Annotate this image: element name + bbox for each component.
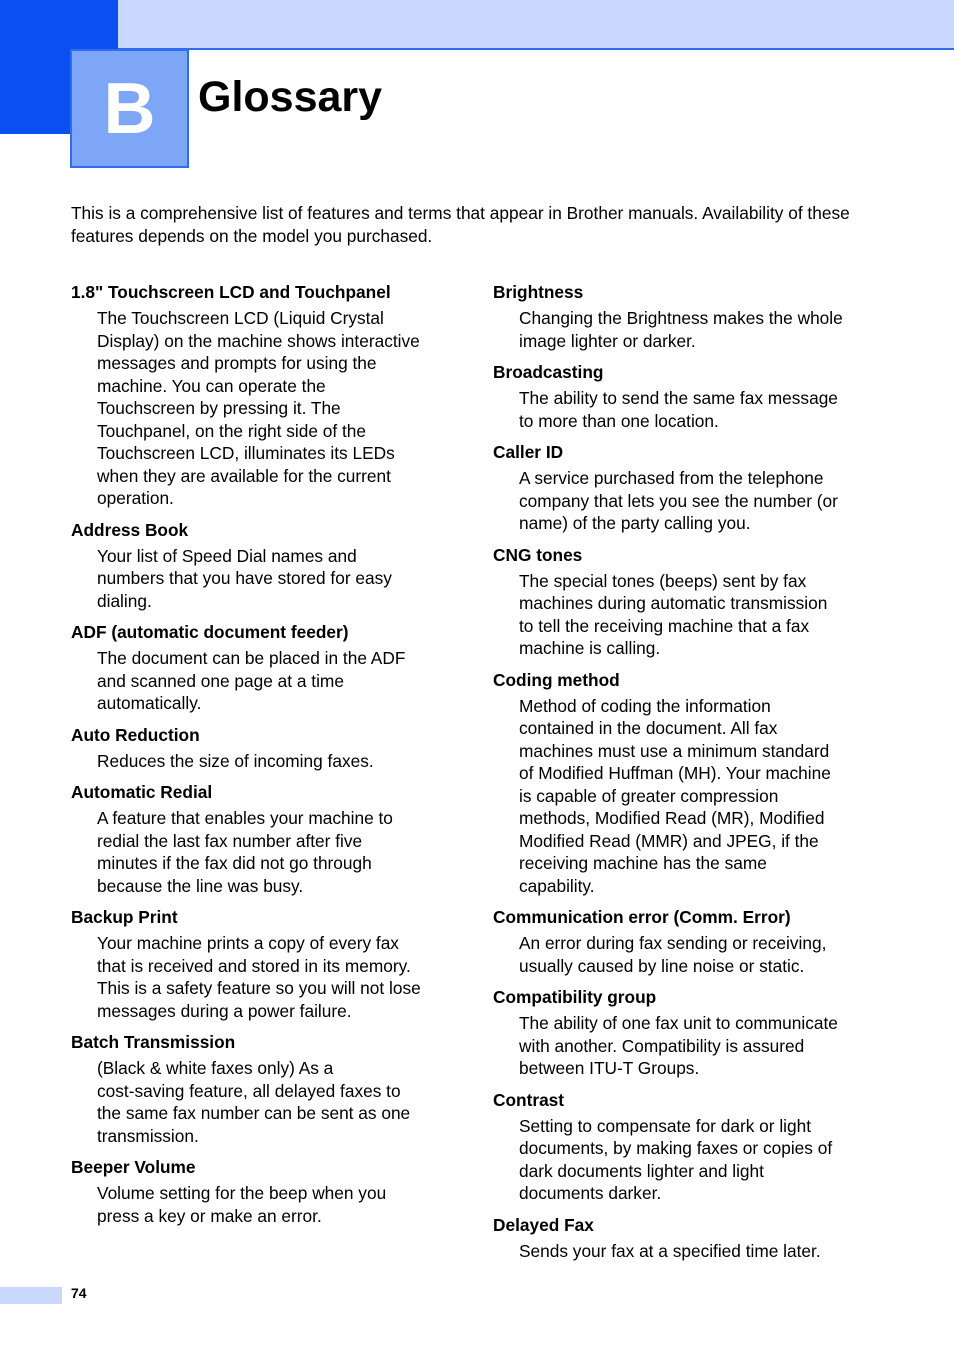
glossary-definition: The special tones (beeps) sent by fax machines during automatic transmission to tell the receiving machine that a fax machine is calling. <box>519 570 828 658</box>
glossary-entry <box>493 281 873 352</box>
glossary-definition: An error during fax sending or receiving, usually caused by line noise or static. <box>519 933 827 976</box>
glossary-entry <box>71 1031 451 1147</box>
glossary-term: Contrast <box>493 1089 565 1110</box>
glossary-term: Caller ID <box>493 442 564 462</box>
page-number: 74 <box>71 1285 87 1301</box>
glossary-entry <box>493 669 873 898</box>
glossary-term: Beeper Volume <box>71 1157 196 1177</box>
glossary-term: Backup Print <box>71 907 178 927</box>
glossary-entry <box>493 361 873 432</box>
glossary-entry <box>71 724 451 773</box>
glossary-entry <box>71 906 451 1022</box>
glossary-definition: Method of coding the information contained in the document. All fax machines must use a minimum standard of Modified Huffman (MH). Your machine is capable of greater compression methods, Modified Read (MR), Modified Modified Read (MMR) and JPEG, if the receiving machine has the same capability. <box>519 695 831 896</box>
appendix-letter: B <box>103 68 156 149</box>
glossary-term: CNG tones <box>493 544 583 565</box>
glossary-definition: Volume setting for the beep when you press a key or make an error. <box>97 1183 387 1226</box>
glossary-entry <box>71 519 451 613</box>
glossary-right-column <box>493 281 873 1271</box>
glossary-term: Coding method <box>493 669 620 690</box>
glossary-term: Brightness <box>493 282 584 302</box>
glossary-entry <box>493 1214 873 1263</box>
glossary-definition: Your machine prints a copy of every fax that is received and stored in its memory. This is a safety feature so you will not lose messages during a power failure. <box>97 933 421 1021</box>
glossary-definition: Reduces the size of incoming faxes. <box>97 750 374 771</box>
glossary-term: Automatic Redial <box>71 782 213 802</box>
glossary-entry <box>493 544 873 660</box>
glossary-entry <box>493 1089 873 1205</box>
appendix-letter-box <box>70 49 189 168</box>
glossary-entry <box>71 281 451 510</box>
glossary-left-column <box>71 281 451 1236</box>
glossary-definition: The ability of one fax unit to communicate with another. Compatibility is assured between ITU-T Groups. <box>519 1013 838 1078</box>
footer-tab <box>0 1287 62 1304</box>
glossary-definition: A feature that enables your machine to redial the last fax number after five minutes if the fax did not go through because the line was busy. <box>97 808 393 896</box>
glossary-term: Delayed Fax <box>493 1214 594 1235</box>
glossary-term: Compatibility group <box>493 987 657 1007</box>
glossary-definition: The document can be placed in the ADF and scanned one page at a time automatically. <box>97 648 406 713</box>
glossary-entry <box>71 1156 451 1227</box>
glossary-entry <box>71 781 451 897</box>
glossary-definition: Sends your fax at a specified time later. <box>519 1240 821 1261</box>
glossary-term: Auto Reduction <box>71 724 200 745</box>
intro-paragraph: This is a comprehensive list of features and terms that appear in Brother manuals. Availability of these features depends on the model you purchased. <box>71 203 850 246</box>
header-band <box>0 0 954 49</box>
glossary-entry <box>493 441 873 535</box>
glossary-entry <box>493 986 873 1080</box>
glossary-definition: The ability to send the same fax message to more than one location. <box>519 388 838 431</box>
glossary-entry <box>71 621 451 715</box>
glossary-term: Batch Transmission <box>71 1032 236 1052</box>
glossary-definition: (Black & white faxes only) As a cost-saving feature, all delayed faxes to the same fax number can be sent as one transmission. <box>97 1058 411 1146</box>
glossary-definition: Your list of Speed Dial names and numbers that you have stored for easy dialing. <box>97 545 392 611</box>
glossary-definition: A service purchased from the telephone company that lets you see the number (or name) of the party calling you. <box>519 468 838 533</box>
glossary-definition: Changing the Brightness makes the whole image lighter or darker. <box>519 308 843 351</box>
header-rule <box>118 48 954 50</box>
glossary-term: Broadcasting <box>493 362 604 382</box>
glossary-entry <box>493 906 873 977</box>
page-title: Glossary <box>198 73 383 121</box>
glossary-term: ADF (automatic document feeder) <box>71 622 349 642</box>
glossary-term: Communication error (Comm. Error) <box>493 907 791 927</box>
glossary-definition: The Touchscreen LCD (Liquid Crystal Display) on the machine shows interactive messages and prompts for using the machine. You can operate the Touchscreen by pressing it. The Touchpanel, on the right side of the Touchscreen LCD, illuminates its LEDs when they are available for the current operation. <box>97 308 420 508</box>
glossary-term: Address Book <box>71 519 189 540</box>
glossary-term: 1.8" Touchscreen LCD and Touchpanel <box>71 282 391 302</box>
glossary-definition: Setting to compensate for dark or light documents, by making faxes or copies of dark documents lighter and light documents darker. <box>519 1115 833 1203</box>
